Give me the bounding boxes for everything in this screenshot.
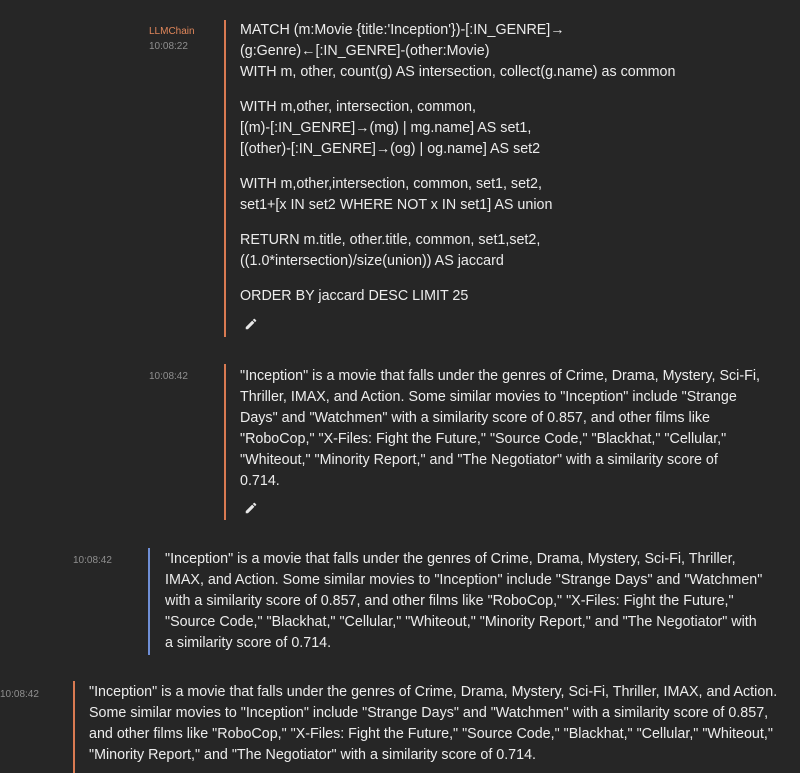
message-answer-2 [0, 545, 800, 657]
timestamp: 10:08:42 [149, 371, 188, 382]
query-line: WITH m,other, intersection, common, [240, 99, 476, 115]
query-line: RETURN m.title, other.title, common, set1,set2, [240, 232, 541, 248]
timestamp: 10:08:42 [73, 555, 112, 566]
step-bar [224, 20, 226, 337]
message-meta [0, 687, 39, 702]
step-bar [73, 681, 75, 773]
message-meta [149, 369, 188, 384]
query-spacer [240, 83, 780, 97]
query-spacer [240, 272, 780, 286]
answer-text [165, 549, 765, 654]
query-line: MATCH (m:Movie {title:'Inception'})-[:IN_GENRE]→ [240, 22, 565, 38]
message-meta [73, 553, 112, 568]
step-bar [224, 364, 226, 520]
edit-button[interactable] [244, 317, 260, 333]
author-label: LLMChain [149, 26, 195, 37]
answer-text [89, 682, 779, 766]
message-meta [149, 24, 195, 54]
query-line: ((1.0*intersection)/size(union)) AS jaccard [240, 253, 504, 269]
query-line: WITH m,other,intersection, common, set1, set2, [240, 176, 542, 192]
message-llmchain-query [0, 0, 800, 340]
query-spacer [240, 160, 780, 174]
query-content [240, 20, 780, 307]
query-line: [(other)-[:IN_GENRE]→(og) | og.name] AS set2 [240, 141, 541, 157]
pencil-icon [244, 501, 258, 515]
answer-paragraph: "Inception" is a movie that falls under the genres of Crime, Drama, Mystery, Sci-Fi, Thriller, IMAX, and Action. Some similar movies to "Inception" include "Strange Days" and "Watchmen" with a similarity score of 0.857, and other films like "RoboCop," "X-Files: Fight the Future," "Source Code," "Blackhat," "Cellular," "Whiteout," "Minority Report," and "The Negotiator" with a similarity score of 0.714. [165, 551, 763, 651]
answer-paragraph: "Inception" is a movie that falls under the genres of Crime, Drama, Mystery, Sci-Fi, Thriller, IMAX, and Action. Some similar movies to "Inception" include "Strange Days" and "Watchmen" with a similarity score of 0.857, and other films like "RoboCop," "X-Files: Fight the Future," "Source Code," "Blackhat," "Cellular," "Whiteout," "Minority Report," and "The Negotiator" with a similarity score of 0.714. [240, 368, 760, 489]
pencil-icon [244, 317, 258, 331]
answer-text [240, 366, 760, 492]
message-answer-3 [0, 678, 800, 773]
step-bar [148, 548, 150, 655]
query-spacer [240, 216, 780, 230]
query-line: (g:Genre)←[:IN_GENRE]-(other:Movie) [240, 43, 490, 59]
query-line: [(m)-[:IN_GENRE]→(mg) | mg.name] AS set1, [240, 120, 532, 136]
edit-button[interactable] [244, 501, 260, 517]
query-line: ORDER BY jaccard DESC LIMIT 25 [240, 288, 469, 304]
query-line: set1+[x IN set2 WHERE NOT x IN set1] AS union [240, 197, 553, 213]
message-answer-1 [0, 360, 800, 525]
answer-paragraph: "Inception" is a movie that falls under the genres of Crime, Drama, Mystery, Sci-Fi, Thriller, IMAX, and Action. Some similar movies to "Inception" include "Strange Days" and "Watchmen" with a similarity score of 0.857, and other films like "RoboCop," "X-Files: Fight the Future," "Source Code," "Blackhat," "Cellular," "Whiteout," "Minority Report," and "The Negotiator" with a similarity score of 0.714. [89, 684, 778, 763]
query-line: WITH m, other, count(g) AS intersection, collect(g.name) as common [240, 64, 676, 80]
timestamp: 10:08:42 [0, 689, 39, 700]
timestamp: 10:08:22 [149, 41, 188, 52]
